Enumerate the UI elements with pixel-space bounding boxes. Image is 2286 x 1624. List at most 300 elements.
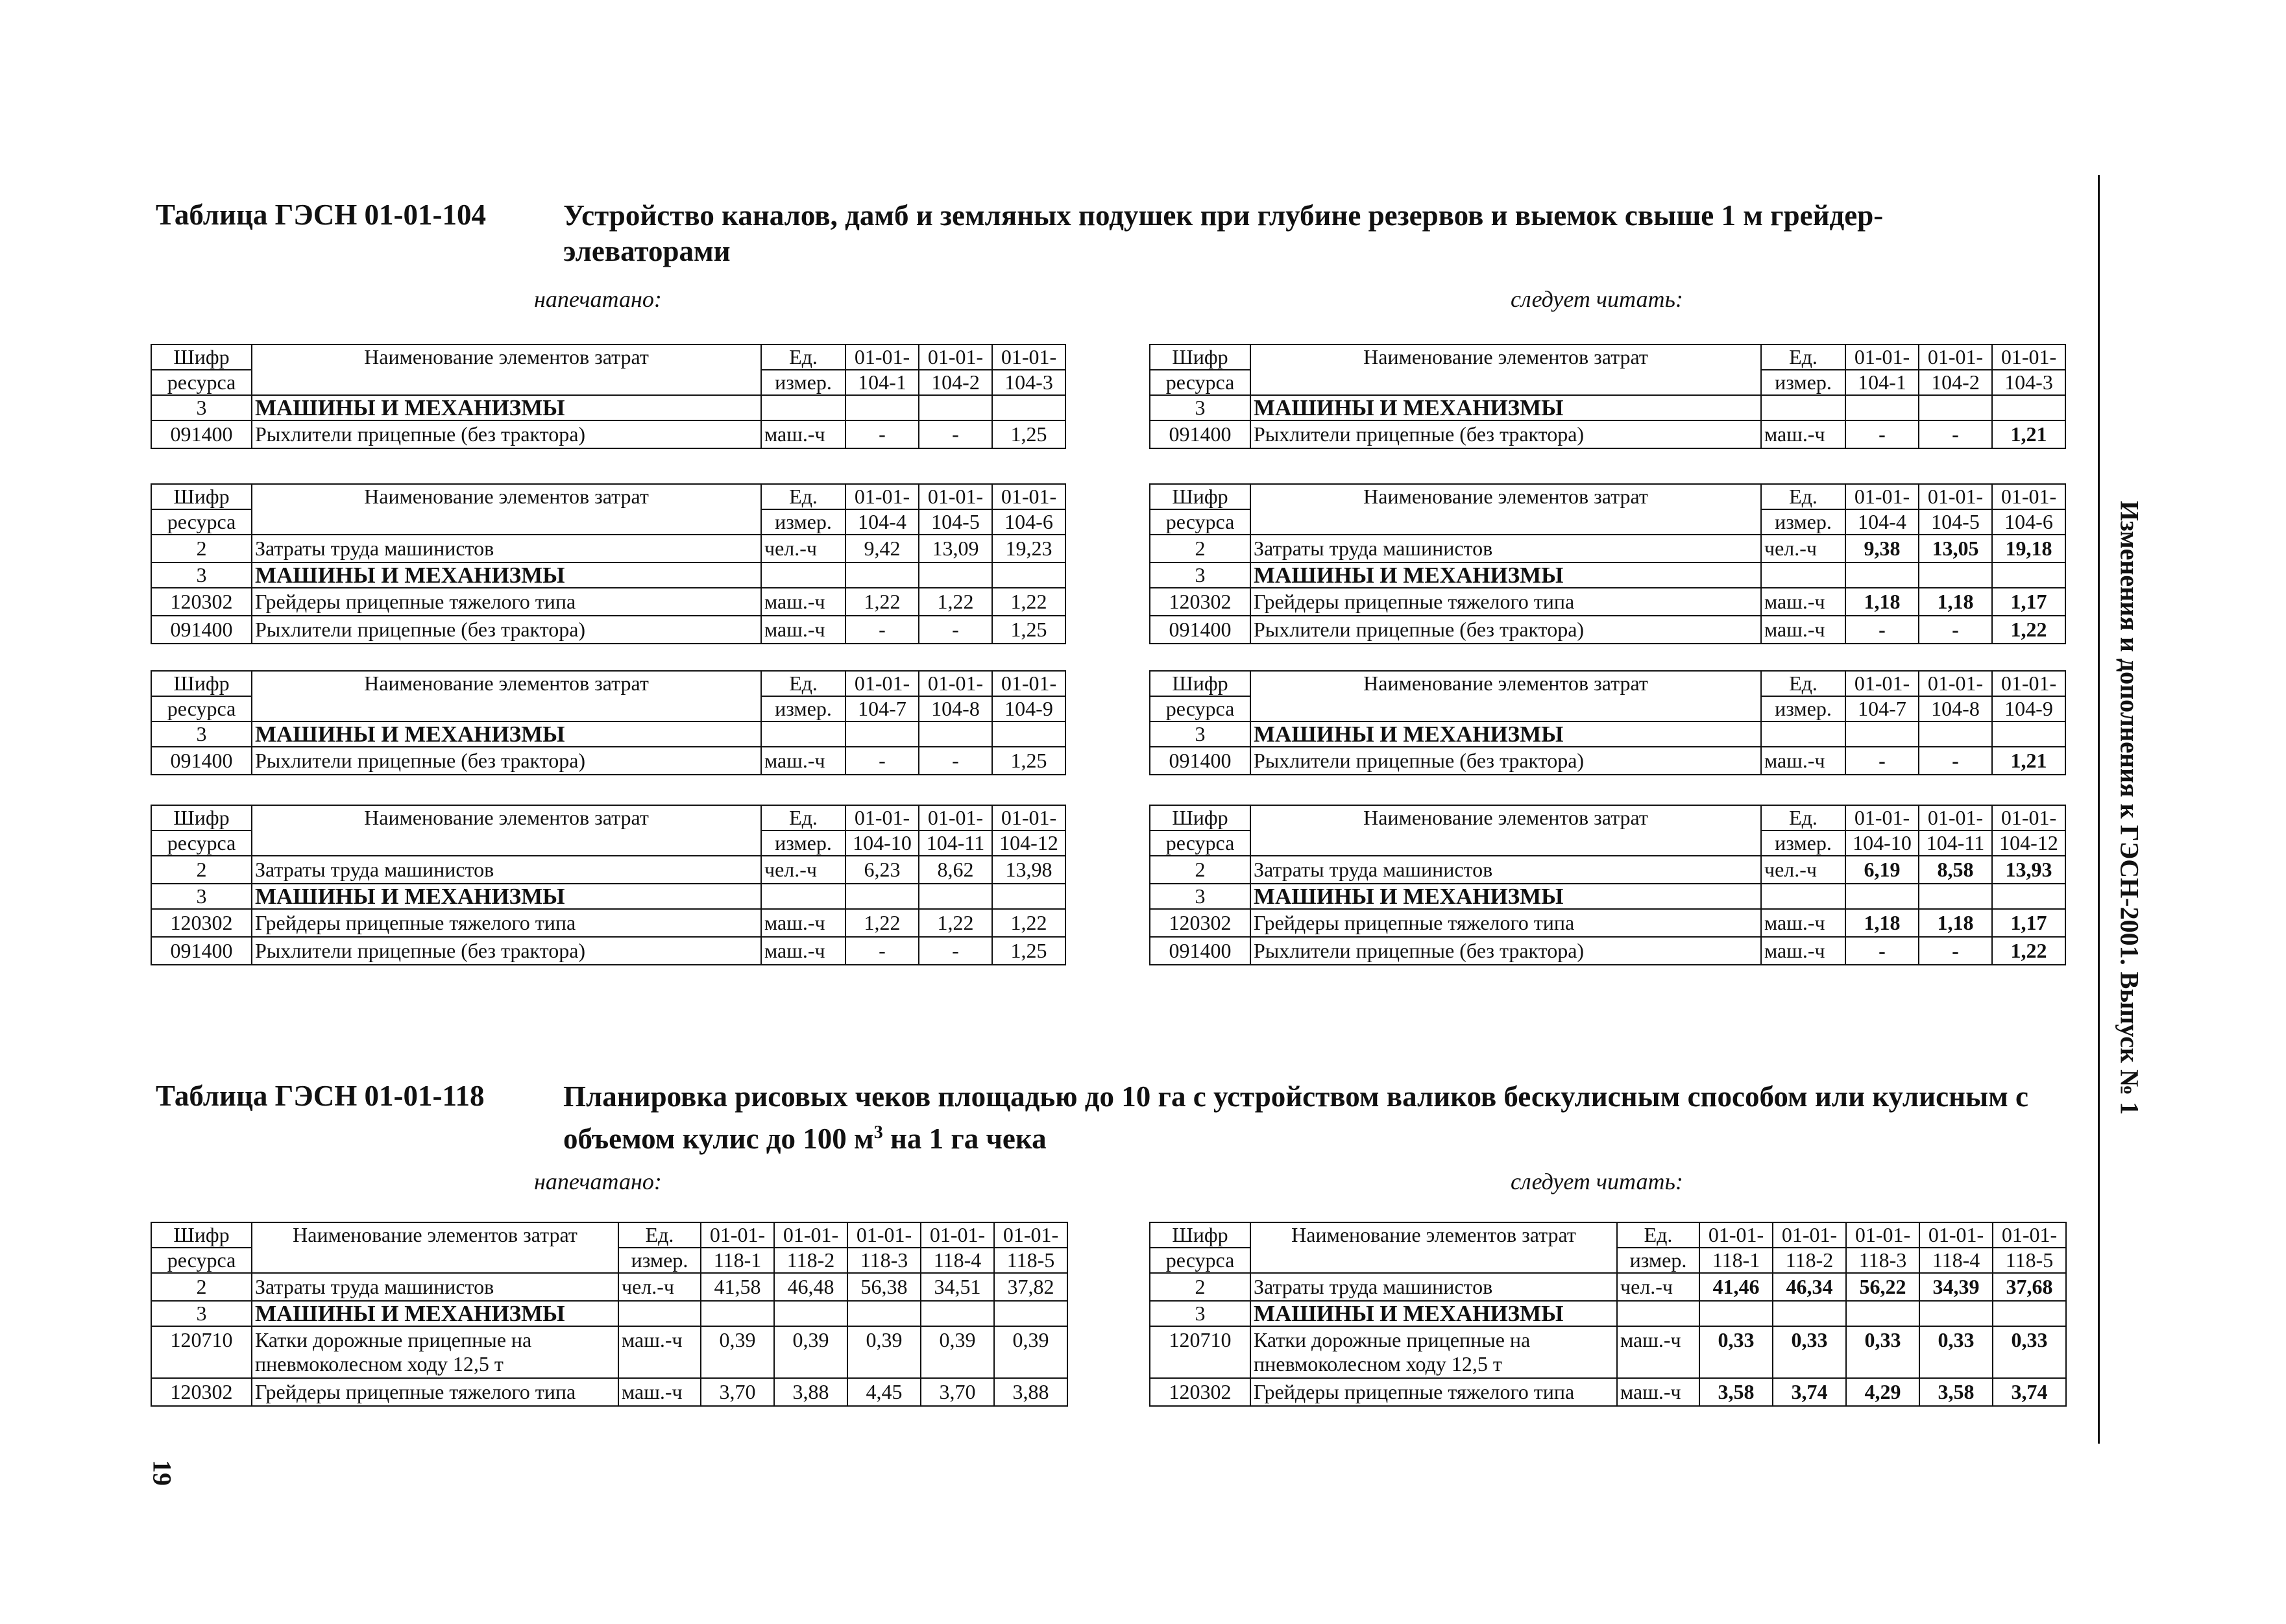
header-norm-number: 118-4: [1919, 1248, 1993, 1273]
value-cell: 0,33: [1773, 1326, 1846, 1378]
resource-name: Рыхлители прицепные (без трактора): [1250, 747, 1761, 775]
header-norm-number: 104-6: [992, 509, 1065, 535]
empty-cell: [992, 721, 1065, 747]
table-row: [151, 1301, 1067, 1326]
value-cell: 3,88: [774, 1378, 847, 1406]
resource-code: 091400: [151, 616, 252, 644]
table-row: [1150, 1301, 2066, 1326]
header-norm-number: 104-7: [1845, 696, 1919, 721]
header-code: Шифр: [1150, 805, 1250, 830]
unit-cell: маш.-ч: [761, 588, 845, 616]
header-name: Наименование элементов затрат: [1250, 671, 1761, 721]
value-cell: 13,09: [919, 535, 992, 563]
value-cell: 0,33: [1699, 1326, 1773, 1378]
empty-cell: [1845, 395, 1919, 420]
table-row: [1150, 588, 2065, 616]
value-cell: 0,39: [847, 1326, 921, 1378]
header-norm-code: 01-01-: [992, 345, 1065, 370]
value-cell: 41,46: [1699, 1273, 1773, 1301]
table-row: [1150, 563, 2065, 588]
value-cell: -: [919, 616, 992, 644]
resource-name: Рыхлители прицепные (без трактора): [252, 747, 761, 775]
section-title: МАШИНЫ И МЕХАНИЗМЫ: [1250, 563, 1761, 588]
empty-cell: [701, 1301, 774, 1326]
header-norm-code: 01-01-: [701, 1222, 774, 1248]
header-name: Наименование элементов затрат: [1250, 484, 1761, 535]
value-cell: 3,58: [1699, 1378, 1773, 1406]
margin-rule: [2098, 175, 2100, 1444]
header-norm-code: 01-01-: [919, 671, 992, 696]
header-norm-code: 01-01-: [1992, 484, 2065, 509]
resource-code: 091400: [151, 937, 252, 965]
empty-cell: [1992, 395, 2065, 420]
value-cell: 37,68: [1993, 1273, 2066, 1301]
table-row: [151, 856, 1065, 884]
table-row: [1150, 856, 2065, 884]
table-row: [1150, 420, 2065, 448]
empty-cell: [1845, 563, 1919, 588]
header-code: Шифр: [151, 805, 252, 830]
value-cell: -: [845, 747, 919, 775]
resource-name: Затраты труда машинистов: [252, 856, 761, 884]
empty-cell: [1845, 721, 1919, 747]
header-unit: Ед.: [1761, 345, 1845, 370]
resource-code: 3: [151, 395, 252, 420]
value-cell: 1,22: [992, 588, 1065, 616]
value-cell: 1,22: [1992, 616, 2065, 644]
value-cell: 9,38: [1845, 535, 1919, 563]
value-cell: 1,22: [845, 909, 919, 937]
value-cell: 3,74: [1993, 1378, 2066, 1406]
table-row: [151, 937, 1065, 965]
table-row: [1150, 1273, 2066, 1301]
empty-cell: [994, 1301, 1067, 1326]
header-unit: Ед.: [1761, 484, 1845, 509]
header-unit: измер.: [1761, 370, 1845, 395]
gesn-104-table-2-new: [1149, 483, 2066, 644]
value-cell: 56,22: [1846, 1273, 1919, 1301]
value-cell: 3,70: [701, 1378, 774, 1406]
header-code: Шифр: [1150, 345, 1250, 370]
empty-cell: [1992, 563, 2065, 588]
unit-cell: маш.-ч: [1617, 1326, 1699, 1378]
resource-code: 2: [1150, 856, 1250, 884]
header-norm-code: 01-01-: [1992, 805, 2065, 830]
empty-cell: [919, 721, 992, 747]
header-unit: Ед.: [1761, 671, 1845, 696]
resource-code: 091400: [1150, 747, 1250, 775]
table-row: [151, 395, 1065, 420]
value-cell: -: [919, 937, 992, 965]
printed-label-118: напечатано:: [534, 1169, 662, 1194]
header-norm-number: 118-5: [994, 1248, 1067, 1273]
resource-code: 3: [1150, 395, 1250, 420]
resource-code: 3: [1150, 721, 1250, 747]
resource-code: 091400: [151, 420, 252, 448]
gesn-104-table-4-new: [1149, 805, 2066, 965]
value-cell: 1,22: [845, 588, 919, 616]
value-cell: -: [919, 420, 992, 448]
value-cell: -: [1919, 747, 1992, 775]
gesn-104-table-3-new: [1149, 670, 2066, 775]
empty-cell: [1761, 884, 1845, 909]
table-row: [151, 535, 1065, 563]
header-norm-number: 104-5: [1919, 509, 1992, 535]
should-read-label-104: следует читать:: [1511, 286, 1683, 312]
header-norm-number: 104-9: [1992, 696, 2065, 721]
value-cell: 13,93: [1992, 856, 2065, 884]
resource-name: Рыхлители прицепные (без трактора): [252, 616, 761, 644]
empty-cell: [919, 395, 992, 420]
header-norm-number: 118-4: [921, 1248, 994, 1273]
page-number: 19: [147, 1460, 177, 1486]
value-cell: 19,18: [1992, 535, 2065, 563]
value-cell: 1,22: [1992, 937, 2065, 965]
value-cell: 4,29: [1846, 1378, 1919, 1406]
table-row: [151, 616, 1065, 644]
empty-cell: [1617, 1301, 1699, 1326]
section-title: МАШИНЫ И МЕХАНИЗМЫ: [1250, 721, 1761, 747]
header-code: Шифр: [1150, 484, 1250, 509]
gesn-104-table-4-old: [151, 805, 1066, 965]
header-unit: Ед.: [618, 1222, 701, 1248]
resource-code: 120302: [1150, 1378, 1250, 1406]
table-row: [151, 747, 1065, 775]
resource-name: Грейдеры прицепные тяжелого типа: [1250, 588, 1761, 616]
table-title-118: Планировка рисовых чеков площадью до 10 га с устройством валиков бескулисным способом или кулисным с объемом кулис до 100 $м^3$ на 1 га чека: [563, 1080, 2029, 1155]
resource-name: Грейдеры прицепные тяжелого типа: [252, 588, 761, 616]
value-cell: 0,33: [1846, 1326, 1919, 1378]
unit-cell: маш.-ч: [1761, 747, 1845, 775]
header-name: Наименование элементов затрат: [252, 671, 761, 721]
resource-code: 091400: [1150, 616, 1250, 644]
value-cell: 8,58: [1919, 856, 1992, 884]
gesn-118-table-old: [151, 1222, 1068, 1407]
gesn-104-table-2-old: [151, 483, 1066, 644]
empty-cell: [618, 1301, 701, 1326]
section-title: МАШИНЫ И МЕХАНИЗМЫ: [1250, 884, 1761, 909]
header-code: ресурса: [1150, 830, 1250, 856]
gesn-118-table-new: [1149, 1222, 2067, 1407]
value-cell: 8,62: [919, 856, 992, 884]
table-label-104: Таблица ГЭСН 01-01-104: [156, 199, 486, 231]
value-cell: -: [1845, 937, 1919, 965]
unit-cell: маш.-ч: [1761, 588, 1845, 616]
value-cell: 19,23: [992, 535, 1065, 563]
header-name: Наименование элементов затрат: [1250, 805, 1761, 856]
resource-code: 091400: [151, 747, 252, 775]
header-norm-number: 104-2: [1919, 370, 1992, 395]
table-row: [151, 909, 1065, 937]
header-unit: измер.: [761, 509, 845, 535]
value-cell: -: [1919, 937, 1992, 965]
unit-cell: маш.-ч: [761, 616, 845, 644]
empty-cell: [761, 721, 845, 747]
value-cell: 3,58: [1919, 1378, 1993, 1406]
table-row: [1150, 535, 2065, 563]
section-title: МАШИНЫ И МЕХАНИЗМЫ: [252, 563, 761, 588]
unit-cell: маш.-ч: [1617, 1378, 1699, 1406]
header-norm-number: 104-8: [919, 696, 992, 721]
value-cell: 1,18: [1845, 588, 1919, 616]
header-name: Наименование элементов затрат: [252, 805, 761, 856]
resource-name: Катки дорожные прицепные на пневмоколесном ходу 12,5 т: [252, 1326, 618, 1378]
header-norm-number: 118-1: [701, 1248, 774, 1273]
header-unit: Ед.: [1617, 1222, 1699, 1248]
header-norm-code: 01-01-: [919, 345, 992, 370]
resource-name: Затраты труда машинистов: [1250, 1273, 1617, 1301]
value-cell: 13,98: [992, 856, 1065, 884]
header-norm-code: 01-01-: [1919, 484, 1992, 509]
value-cell: 3,74: [1773, 1378, 1846, 1406]
empty-cell: [761, 395, 845, 420]
empty-cell: [1761, 395, 1845, 420]
header-norm-number: 118-5: [1993, 1248, 2066, 1273]
resource-code: 120710: [1150, 1326, 1250, 1378]
resource-name: Грейдеры прицепные тяжелого типа: [1250, 909, 1761, 937]
header-norm-number: 104-3: [1992, 370, 2065, 395]
unit-cell: маш.-ч: [761, 747, 845, 775]
resource-code: 120302: [151, 588, 252, 616]
value-cell: 34,51: [921, 1273, 994, 1301]
header-norm-number: 104-11: [919, 830, 992, 856]
section-title: МАШИНЫ И МЕХАНИЗМЫ: [252, 884, 761, 909]
header-norm-code: 01-01-: [919, 805, 992, 830]
resource-name: Рыхлители прицепные (без трактора): [252, 420, 761, 448]
header-norm-number: 104-5: [919, 509, 992, 535]
table-row: [151, 420, 1065, 448]
value-cell: 1,21: [1992, 747, 2065, 775]
value-cell: 1,22: [919, 909, 992, 937]
header-norm-number: 104-1: [1845, 370, 1919, 395]
resource-name: Грейдеры прицепные тяжелого типа: [252, 1378, 618, 1406]
unit-cell: маш.-ч: [618, 1326, 701, 1378]
table-row: [1150, 884, 2065, 909]
header-norm-code: 01-01-: [845, 805, 919, 830]
value-cell: 1,21: [1992, 420, 2065, 448]
empty-cell: [761, 563, 845, 588]
resource-code: 120302: [151, 909, 252, 937]
header-name: Наименование элементов затрат: [1250, 345, 1761, 395]
table-row: [151, 563, 1065, 588]
resource-name: Рыхлители прицепные (без трактора): [1250, 420, 1761, 448]
value-cell: 1,25: [992, 937, 1065, 965]
header-norm-number: 104-2: [919, 370, 992, 395]
header-name: Наименование элементов затрат: [252, 484, 761, 535]
empty-cell: [845, 395, 919, 420]
header-name: Наименование элементов затрат: [252, 345, 761, 395]
header-code: Шифр: [151, 345, 252, 370]
empty-cell: [1846, 1301, 1919, 1326]
header-unit: Ед.: [761, 805, 845, 830]
value-cell: -: [1919, 616, 1992, 644]
resource-code: 3: [151, 721, 252, 747]
header-norm-code: 01-01-: [1845, 345, 1919, 370]
header-code: ресурса: [1150, 509, 1250, 535]
value-cell: 3,88: [994, 1378, 1067, 1406]
header-norm-number: 104-12: [1992, 830, 2065, 856]
empty-cell: [847, 1301, 921, 1326]
resource-code: 2: [151, 856, 252, 884]
resource-code: 3: [151, 563, 252, 588]
value-cell: 37,82: [994, 1273, 1067, 1301]
header-norm-code: 01-01-: [1845, 671, 1919, 696]
empty-cell: [761, 884, 845, 909]
resource-code: 3: [1150, 563, 1250, 588]
value-cell: 0,39: [701, 1326, 774, 1378]
value-cell: -: [1919, 420, 1992, 448]
unit-cell: чел.-ч: [761, 535, 845, 563]
resource-code: 3: [151, 1301, 252, 1326]
header-norm-code: 01-01-: [1993, 1222, 2066, 1248]
unit-cell: чел.-ч: [1761, 535, 1845, 563]
unit-cell: маш.-ч: [761, 909, 845, 937]
gesn-104-table-1-old: [151, 344, 1066, 449]
header-norm-code: 01-01-: [1699, 1222, 1773, 1248]
unit-cell: чел.-ч: [1617, 1273, 1699, 1301]
header-norm-number: 118-2: [1773, 1248, 1846, 1273]
empty-cell: [1845, 884, 1919, 909]
resource-code: 120302: [1150, 588, 1250, 616]
value-cell: 13,05: [1919, 535, 1992, 563]
value-cell: 56,38: [847, 1273, 921, 1301]
header-code: ресурса: [151, 509, 252, 535]
header-norm-number: 104-12: [992, 830, 1065, 856]
empty-cell: [845, 884, 919, 909]
resource-code: 091400: [1150, 937, 1250, 965]
value-cell: 46,48: [774, 1273, 847, 1301]
empty-cell: [845, 721, 919, 747]
value-cell: 0,39: [921, 1326, 994, 1378]
header-unit: измер.: [1761, 509, 1845, 535]
header-unit: измер.: [761, 830, 845, 856]
header-norm-number: 104-8: [1919, 696, 1992, 721]
header-unit: измер.: [1761, 830, 1845, 856]
value-cell: -: [1845, 747, 1919, 775]
value-cell: 0,39: [994, 1326, 1067, 1378]
table-row: [151, 721, 1065, 747]
side-header: Изменения и дополнения к ГЭСН-2001. Выпуск № 1: [2115, 500, 2145, 1115]
empty-cell: [845, 563, 919, 588]
header-norm-code: 01-01-: [845, 345, 919, 370]
header-code: ресурса: [1150, 1248, 1250, 1273]
value-cell: 6,19: [1845, 856, 1919, 884]
value-cell: 1,22: [919, 588, 992, 616]
header-norm-code: 01-01-: [992, 484, 1065, 509]
header-norm-code: 01-01-: [1919, 671, 1992, 696]
resource-name: Затраты труда машинистов: [1250, 535, 1761, 563]
value-cell: 9,42: [845, 535, 919, 563]
unit-cell: маш.-ч: [1761, 937, 1845, 965]
header-unit: измер.: [618, 1248, 701, 1273]
empty-cell: [1761, 563, 1845, 588]
value-cell: 1,25: [992, 420, 1065, 448]
header-norm-code: 01-01-: [992, 805, 1065, 830]
empty-cell: [921, 1301, 994, 1326]
header-norm-code: 01-01-: [921, 1222, 994, 1248]
value-cell: 3,70: [921, 1378, 994, 1406]
header-code: ресурса: [151, 370, 252, 395]
header-norm-code: 01-01-: [1919, 805, 1992, 830]
header-norm-code: 01-01-: [1992, 345, 2065, 370]
header-code: Шифр: [1150, 671, 1250, 696]
empty-cell: [1992, 884, 2065, 909]
header-code: Шифр: [151, 484, 252, 509]
value-cell: 1,18: [1919, 588, 1992, 616]
resource-name: Грейдеры прицепные тяжелого типа: [252, 909, 761, 937]
header-norm-code: 01-01-: [845, 671, 919, 696]
resource-code: 3: [1150, 1301, 1250, 1326]
gesn-104-table-1-new: [1149, 344, 2066, 449]
should-read-label-118: следует читать:: [1511, 1169, 1683, 1194]
header-norm-number: 118-2: [774, 1248, 847, 1273]
section-title: МАШИНЫ И МЕХАНИЗМЫ: [1250, 1301, 1617, 1326]
value-cell: -: [845, 937, 919, 965]
table-row: [151, 588, 1065, 616]
table-row: [1150, 1378, 2066, 1406]
header-norm-code: 01-01-: [1919, 1222, 1993, 1248]
resource-code: 120302: [151, 1378, 252, 1406]
value-cell: 1,17: [1992, 588, 2065, 616]
value-cell: 1,25: [992, 616, 1065, 644]
empty-cell: [992, 884, 1065, 909]
header-norm-number: 104-6: [1992, 509, 2065, 535]
header-norm-number: 118-3: [847, 1248, 921, 1273]
unit-cell: маш.-ч: [761, 420, 845, 448]
resource-name: Грейдеры прицепные тяжелого типа: [1250, 1378, 1617, 1406]
resource-code: 2: [1150, 1273, 1250, 1301]
section-title: МАШИНЫ И МЕХАНИЗМЫ: [252, 1301, 618, 1326]
value-cell: 1,22: [992, 909, 1065, 937]
header-code: Шифр: [151, 1222, 252, 1248]
resource-code: 2: [151, 1273, 252, 1301]
section-title: МАШИНЫ И МЕХАНИЗМЫ: [252, 395, 761, 420]
header-norm-number: 118-3: [1846, 1248, 1919, 1273]
unit-cell: маш.-ч: [618, 1378, 701, 1406]
value-cell: 41,58: [701, 1273, 774, 1301]
table-label-118: Таблица ГЭСН 01-01-118: [156, 1080, 485, 1112]
value-cell: 0,33: [1919, 1326, 1993, 1378]
empty-cell: [1919, 563, 1992, 588]
empty-cell: [1919, 1301, 1993, 1326]
resource-code: 120710: [151, 1326, 252, 1378]
value-cell: 0,33: [1993, 1326, 2066, 1378]
resource-name: Рыхлители прицепные (без трактора): [252, 937, 761, 965]
table-row: [1150, 616, 2065, 644]
header-code: Шифр: [151, 671, 252, 696]
resource-code: 2: [151, 535, 252, 563]
table-row: [151, 884, 1065, 909]
empty-cell: [1919, 884, 1992, 909]
resource-name: Рыхлители прицепные (без трактора): [1250, 616, 1761, 644]
empty-cell: [1773, 1301, 1846, 1326]
value-cell: 4,45: [847, 1378, 921, 1406]
unit-cell: чел.-ч: [618, 1273, 701, 1301]
resource-code: 091400: [1150, 420, 1250, 448]
resource-code: 120302: [1150, 909, 1250, 937]
header-unit: Ед.: [1761, 805, 1845, 830]
header-name: Наименование элементов затрат: [1250, 1222, 1617, 1273]
header-norm-code: 01-01-: [1845, 805, 1919, 830]
printed-label-104: напечатано:: [534, 286, 662, 312]
header-norm-code: 01-01-: [1773, 1222, 1846, 1248]
resource-name: Рыхлители прицепные (без трактора): [1250, 937, 1761, 965]
header-norm-code: 01-01-: [994, 1222, 1067, 1248]
header-name: Наименование элементов затрат: [252, 1222, 618, 1273]
empty-cell: [1992, 721, 2065, 747]
empty-cell: [1993, 1301, 2066, 1326]
header-norm-code: 01-01-: [1846, 1222, 1919, 1248]
